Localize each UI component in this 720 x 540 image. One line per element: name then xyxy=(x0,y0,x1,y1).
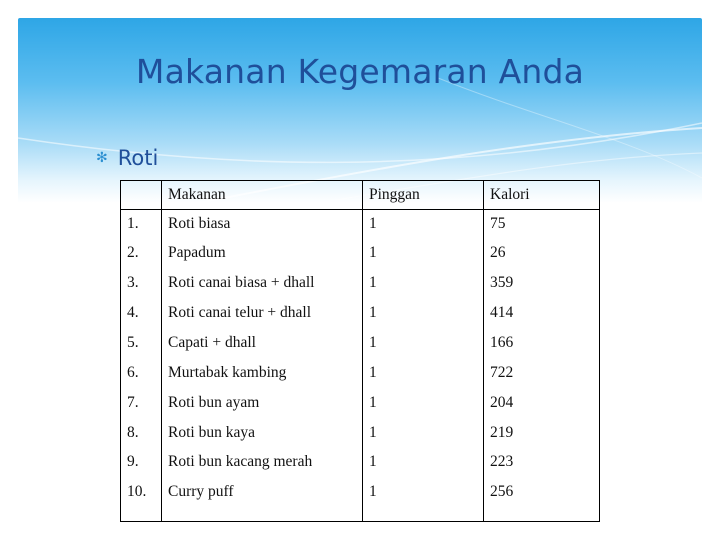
table-row xyxy=(121,478,600,521)
cell-makanan: Papadum xyxy=(162,239,363,269)
cell-number: 6. xyxy=(127,363,139,381)
cell-pinggan: 1 xyxy=(363,359,484,389)
cell-pinggan: 1 xyxy=(363,448,484,478)
cell-number: 7. xyxy=(127,393,139,411)
cell-kalori: 219 xyxy=(484,419,600,449)
table-row xyxy=(121,239,600,269)
cell-number: 2. xyxy=(127,244,139,262)
table-row xyxy=(121,269,600,299)
cell-makanan: Roti biasa xyxy=(162,210,363,240)
table-row xyxy=(121,419,600,449)
cell-pinggan: 1 xyxy=(363,329,484,359)
table-row xyxy=(121,389,600,419)
cell-number: 8. xyxy=(127,423,139,441)
cell-makanan: Murtabak kambing xyxy=(162,359,363,389)
table-row xyxy=(121,359,600,389)
cell-kalori: 26 xyxy=(484,239,600,269)
slide-header-banner xyxy=(18,18,702,203)
header-pinggan: Pinggan xyxy=(363,181,484,210)
cell-pinggan: 1 xyxy=(363,299,484,329)
cell-pinggan: 1 xyxy=(363,239,484,269)
cell-number: 10. xyxy=(127,483,147,501)
cell-makanan: Roti bun kacang merah xyxy=(162,448,363,478)
cell-makanan: Roti canai biasa + dhall xyxy=(162,269,363,299)
table-row xyxy=(121,329,600,359)
cell-kalori: 414 xyxy=(484,299,600,329)
cell-number: 3. xyxy=(127,274,139,292)
cell-number: 5. xyxy=(127,333,139,351)
cell-number: 1. xyxy=(127,215,139,232)
cell-kalori: 359 xyxy=(484,269,600,299)
cell-pinggan: 1 xyxy=(363,419,484,449)
cell-pinggan: 1 xyxy=(363,269,484,299)
table-header-row xyxy=(121,181,600,210)
cell-makanan: Roti bun ayam xyxy=(162,389,363,419)
cell-kalori: 223 xyxy=(484,448,600,478)
asterisk-bullet-icon: ✻ xyxy=(96,150,108,166)
bullet-label: Roti xyxy=(117,146,159,170)
cell-makanan: Curry puff xyxy=(162,478,363,521)
cell-pinggan: 1 xyxy=(363,210,484,240)
bullet-roti xyxy=(96,146,158,170)
food-calorie-table xyxy=(120,180,600,522)
cell-kalori: 166 xyxy=(484,329,600,359)
cell-pinggan: 1 xyxy=(363,478,484,521)
cell-makanan: Roti bun kaya xyxy=(162,419,363,449)
cell-number: 9. xyxy=(127,453,139,471)
cell-makanan: Roti canai telur + dhall xyxy=(162,299,363,329)
cell-kalori: 256 xyxy=(484,478,600,521)
cell-kalori: 75 xyxy=(484,210,600,240)
cell-kalori: 204 xyxy=(484,389,600,419)
header-kalori: Kalori xyxy=(484,181,600,210)
table-row xyxy=(121,299,600,329)
header-swoosh-graphic xyxy=(18,18,702,203)
cell-makanan: Capati + dhall xyxy=(162,329,363,359)
cell-kalori: 722 xyxy=(484,359,600,389)
cell-pinggan: 1 xyxy=(363,389,484,419)
header-makanan: Makanan xyxy=(162,181,363,210)
cell-number: 4. xyxy=(127,304,139,322)
header-number xyxy=(121,181,162,210)
page-title: Makanan Kegemaran Anda xyxy=(135,52,585,91)
table-row xyxy=(121,448,600,478)
table-row xyxy=(121,210,600,240)
